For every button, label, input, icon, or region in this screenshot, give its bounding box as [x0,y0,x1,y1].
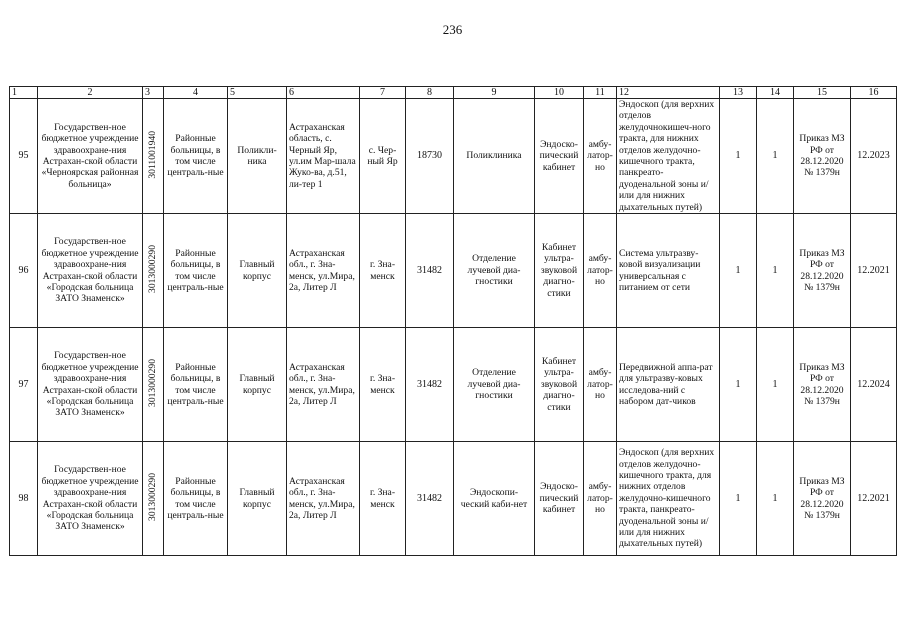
organization-name: Государствен-ное бюджетное учреждение здравоохране-ния Астрахан-ской области «Черноярская районная больница» [38,99,143,214]
department: Эндоскопи-ческий каби-нет [454,442,535,556]
table-row [10,442,897,556]
department: Отделение лучевой диа-гностики [454,328,535,442]
locality: г. Зна-менск [360,214,406,328]
building: Поликли-ника [228,99,287,214]
quantity: 1 [757,328,794,442]
organization-code: 3013000290 [143,442,164,556]
address: Астраханская обл., г. Зна-менск, ул.Мира, 2а, Литер Л [287,328,360,442]
quantity: 1 [757,442,794,556]
facility-type: Районные больницы, в том числе централь-ные [164,99,228,214]
index-code: 31482 [406,214,454,328]
page-number: 236 [442,22,463,37]
equipment: Эндоскоп (для верхних отделов желудочно-кишечного тракта, для нижних отделов желудочно-кишечного тракта, панкреато-дуоденальной зоны и/или для нижних дыхательных путей) [617,442,720,556]
equipment: Передвижной аппа-рат для ультразву-ковых исследова-ний с набором дат-чиков [617,328,720,442]
equipment: Система ультразву-ковой визуализации универсальная с питанием от сети [617,214,720,328]
organization-name: Государствен-ное бюджетное учреждение здравоохране-ния Астрахан-ской области «Городская больница ЗАТО Знаменск» [38,214,143,328]
quantity: 1 [720,328,757,442]
table-row [10,99,897,214]
equipment: Эндоскоп (для верхних отделов желудочнокишеч-ного тракта, для нижних отделов желудочно-кишечного тракта, панкреато-дуоденальной зоны и/или для нижних дыхательных путей) [617,99,720,214]
facility-type: Районные больницы, в том числе централь-ные [164,214,228,328]
column-number-row [10,87,897,99]
facility-type: Районные больницы, в том числе централь-ные [164,442,228,556]
care-mode: амбу-латор-но [584,328,617,442]
organization-name: Государствен-ное бюджетное учреждение здравоохране-ния Астрахан-ской области «Городская больница ЗАТО Знаменск» [38,328,143,442]
row-number: 98 [10,442,38,556]
order-reference: Приказ МЗ РФ от 28.12.2020 № 1379н [794,442,851,556]
quantity: 1 [720,442,757,556]
cabinet: Эндоско-пический кабинет [535,442,584,556]
column-number: 14 [757,87,794,99]
table-row [10,214,897,328]
order-reference: Приказ МЗ РФ от 28.12.2020 № 1379н [794,99,851,214]
address: Астраханская обл., г. Зна-менск, ул.Мира, 2а, Литер Л [287,442,360,556]
column-number: 12 [617,87,720,99]
care-mode: амбу-латор-но [584,442,617,556]
facility-type: Районные больницы, в том числе централь-ные [164,328,228,442]
column-number: 10 [535,87,584,99]
address: Астраханская обл., г. Зна-менск, ул.Мира, 2а, Литер Л [287,214,360,328]
index-code: 31482 [406,442,454,556]
index-code: 18730 [406,99,454,214]
locality: с. Чер-ный Яр [360,99,406,214]
cabinet: Кабинет ультра-звуковой диагно-стики [535,214,584,328]
date: 12.2021 [851,214,897,328]
department: Отделение лучевой диа-гностики [454,214,535,328]
cabinet: Кабинет ультра-звуковой диагно-стики [535,328,584,442]
column-number: 9 [454,87,535,99]
quantity: 1 [720,99,757,214]
building: Главный корпус [228,328,287,442]
column-number: 8 [406,87,454,99]
care-mode: амбу-латор-но [584,214,617,328]
column-number: 13 [720,87,757,99]
locality: г. Зна-менск [360,328,406,442]
column-number: 2 [38,87,143,99]
quantity: 1 [757,214,794,328]
building: Главный корпус [228,214,287,328]
date: 12.2024 [851,328,897,442]
organization-code: 3013000290 [143,328,164,442]
building: Главный корпус [228,442,287,556]
organization-name: Государствен-ное бюджетное учреждение здравоохране-ния Астрахан-ской области «Городская больница ЗАТО Знаменск» [38,442,143,556]
locality: г. Зна-менск [360,442,406,556]
order-reference: Приказ МЗ РФ от 28.12.2020 № 1379н [794,214,851,328]
equipment-table [9,86,897,556]
date: 12.2023 [851,99,897,214]
organization-code: 3013000290 [143,214,164,328]
date: 12.2021 [851,442,897,556]
cabinet: Эндоско-пический кабинет [535,99,584,214]
column-number: 16 [851,87,897,99]
row-number: 96 [10,214,38,328]
organization-code: 3011001940 [143,99,164,214]
index-code: 31482 [406,328,454,442]
address: Астраханская область, с. Черный Яр, ул.им Мар-шала Жуко-ва, д.51, ли-тер 1 [287,99,360,214]
column-number: 1 [10,87,38,99]
column-number: 6 [287,87,360,99]
order-reference: Приказ МЗ РФ от 28.12.2020 № 1379н [794,328,851,442]
care-mode: амбу-латор-но [584,99,617,214]
column-number: 3 [143,87,164,99]
row-number: 97 [10,328,38,442]
column-number: 5 [228,87,287,99]
row-number: 95 [10,99,38,214]
column-number: 4 [164,87,228,99]
column-number: 7 [360,87,406,99]
quantity: 1 [720,214,757,328]
department: Поликлиника [454,99,535,214]
column-number: 15 [794,87,851,99]
column-number: 11 [584,87,617,99]
table-row [10,328,897,442]
quantity: 1 [757,99,794,214]
